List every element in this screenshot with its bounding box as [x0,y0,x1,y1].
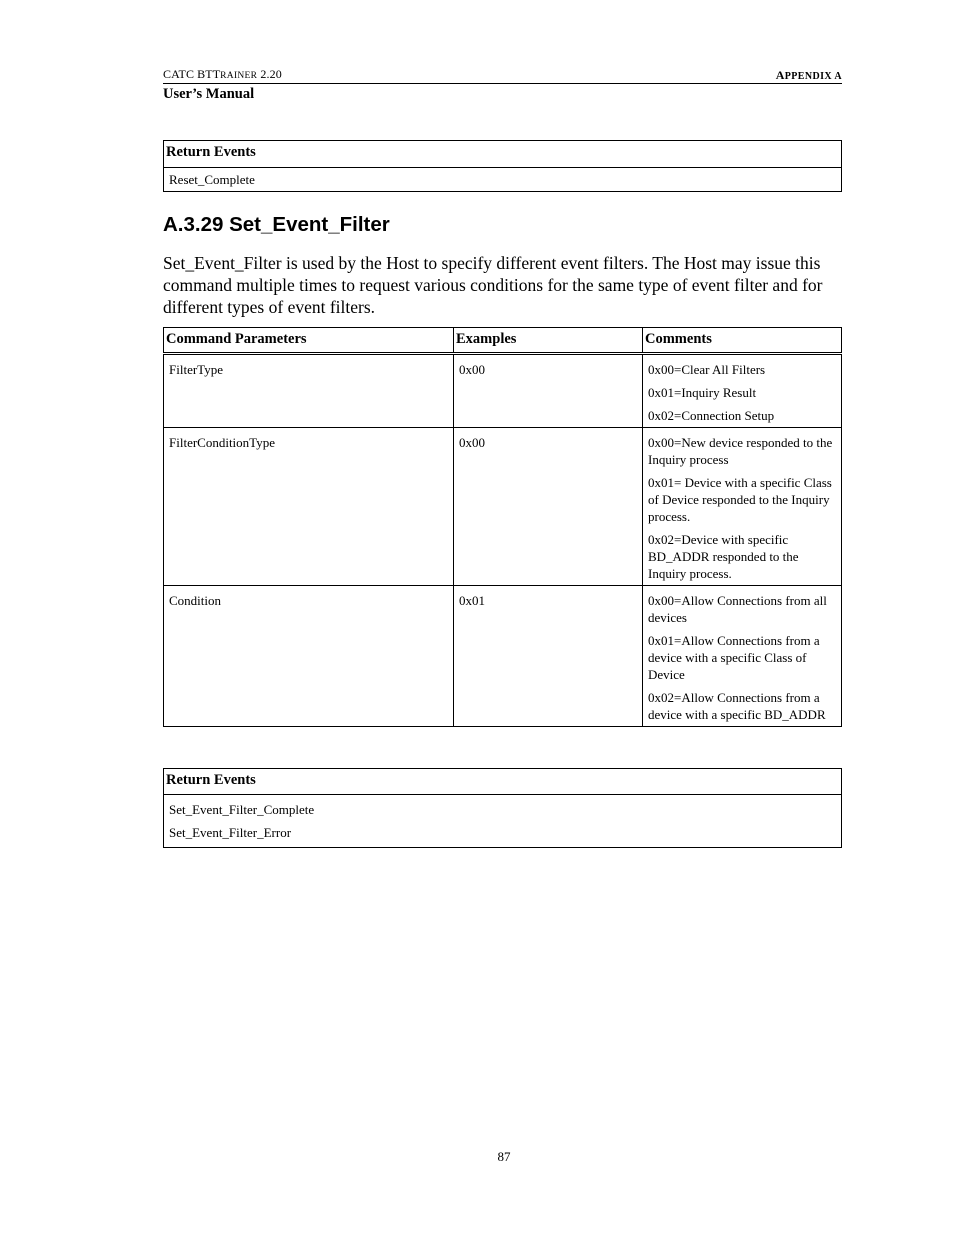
table-row [164,428,842,586]
page-number: 87 [497,1149,511,1164]
table-row [164,586,842,727]
comment-line: 0x00=Allow Connections from all devices [648,593,827,625]
comments-cell [643,354,842,428]
set-event-filter-return-events-table [163,768,842,848]
header-rule [163,83,842,84]
table-cell [164,795,842,848]
section-title: A.3.29 Set_Event_Filter [163,213,390,236]
column-header: Command Parameters [164,328,454,354]
example-cell: 0x01 [454,586,643,727]
comment-line: 0x00=Clear All Filters [648,362,766,377]
table-header: Return Events [164,141,842,168]
section-paragraph: Set_Event_Filter is used by the Host to specify different event filters. The Host may issue this command multiple times to request various conditions for the same type of event filter and for different types of event filters. [163,253,823,317]
comment-line: 0x01=Allow Connections from a device with a specific Class of Device [648,633,820,682]
return-event: Set_Event_Filter_Error [169,825,292,840]
comment-line: 0x02=Device with specific BD_ADDR responded to the Inquiry process. [648,532,799,581]
column-header: Comments [643,328,842,354]
product-name-prefix: CATC BTT [163,67,221,81]
comment-line: 0x02=Connection Setup [648,408,775,423]
comments-cell [643,586,842,727]
column-header: Examples [454,328,643,354]
command-parameters-table [163,327,842,727]
param-cell: FilterType [164,354,454,428]
return-event: Set_Event_Filter_Complete [169,802,315,817]
appendix-initial: A [775,68,785,82]
reset-return-events-table [163,140,842,192]
param-cell: FilterConditionType [164,428,454,586]
header-subtitle: User’s Manual [163,86,255,102]
running-header-product [163,67,282,82]
table-cell: Reset_Complete [164,168,842,192]
comment-line: 0x00=New device responded to the Inquiry process [648,435,833,467]
comment-line: 0x01= Device with a specific Class of Device responded to the Inquiry process. [648,475,832,524]
example-cell: 0x00 [454,354,643,428]
product-version: 2.20 [257,67,282,81]
running-header-appendix [776,68,842,83]
example-cell: 0x00 [454,428,643,586]
param-cell: Condition [164,586,454,727]
table-header: Return Events [164,769,842,795]
product-name-smallcaps: RAINER [220,71,258,81]
comments-cell [643,428,842,586]
table-row [164,354,842,428]
comment-line: 0x01=Inquiry Result [648,385,757,400]
appendix-rest: PPENDIX A [784,71,842,82]
comment-line: 0x02=Allow Connections from a device with a specific BD_ADDR [648,690,826,722]
